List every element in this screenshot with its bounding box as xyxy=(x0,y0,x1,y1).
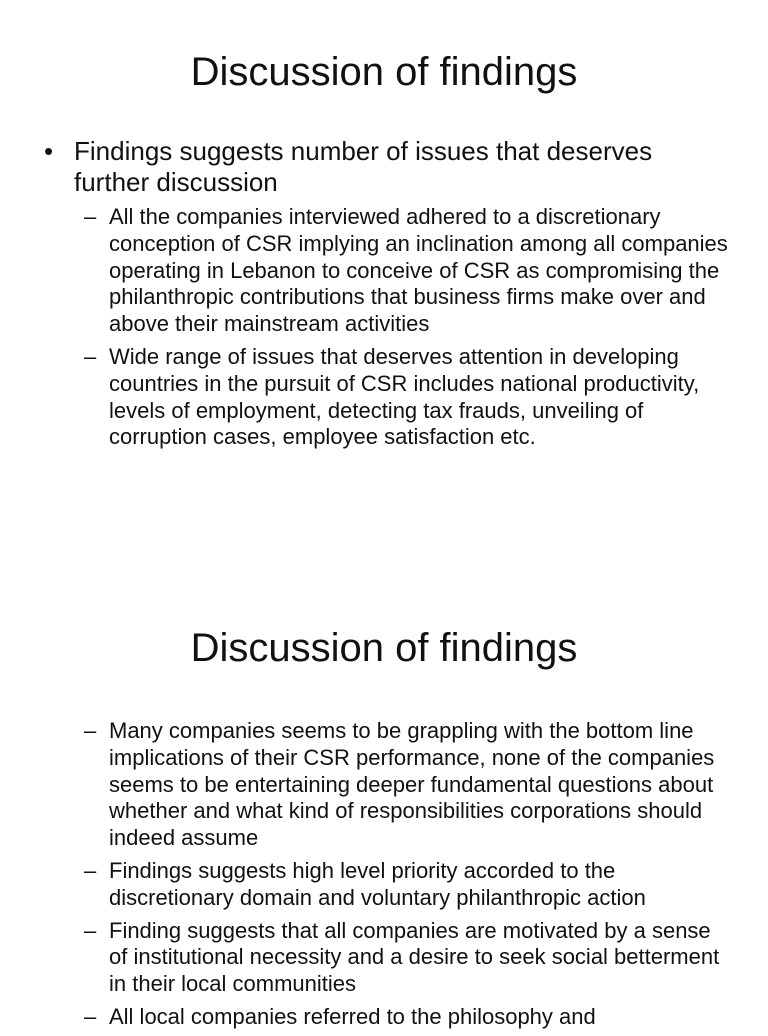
sub-bullet-text: All the companies interviewed adhered to a discretionary conception of CSR implying an inclination among all companies operating in Lebanon to conceive of CSR as compromising the philanthropic contributions that business firms make over and above their mainstream activities xyxy=(109,204,728,337)
sub-bullet-text: Finding suggests that all companies are motivated by a sense of institutional necessity and a desire to seek social betterment in their local communities xyxy=(109,917,720,997)
slide-2 xyxy=(0,576,768,1036)
bullet-marker: • xyxy=(44,136,54,166)
dash-marker: – xyxy=(84,204,97,229)
bullet-item xyxy=(0,136,768,198)
bullet-text: Findings suggests number of issues that deserves further discussion xyxy=(74,136,653,197)
sub-bullet-text: All local companies referred to the philosophy and xyxy=(109,1003,596,1029)
dash-marker: – xyxy=(84,343,97,369)
slide-title: Discussion of findings xyxy=(190,50,578,94)
slide-title: Discussion of findings xyxy=(190,626,578,670)
sub-bullet-list xyxy=(0,204,768,451)
sub-bullet-item xyxy=(0,204,768,338)
sub-bullet-group xyxy=(0,204,768,451)
sub-bullet-list xyxy=(0,712,768,1031)
dash-marker: – xyxy=(84,917,97,943)
dash-marker: – xyxy=(84,718,97,743)
sub-bullet-text: Many companies seems to be grappling with the bottom line implications of their CSR performance, none of the companies seems to be entertaining deeper fundamental questions about whether and what kind of responsibilities corporations should indeed assume xyxy=(109,718,715,851)
dash-marker: – xyxy=(84,857,97,883)
sub-bullet-item xyxy=(0,858,768,912)
dash-marker: – xyxy=(84,1003,97,1029)
sub-bullet-item xyxy=(0,1004,768,1031)
sub-bullet-item xyxy=(0,718,768,852)
sub-bullet-text: Wide range of issues that deserves attention in developing countries in the pursuit of CSR includes national productivity, levels of employment, detecting tax frauds, unveiling of corruption cases, employee satisfaction etc. xyxy=(109,343,700,450)
bullet-list xyxy=(0,136,768,451)
sub-bullet-item xyxy=(0,918,768,998)
sub-bullet-text: Findings suggests high level priority accorded to the discretionary domain and voluntary philanthropic action xyxy=(109,857,646,910)
sub-bullet-item xyxy=(0,344,768,451)
